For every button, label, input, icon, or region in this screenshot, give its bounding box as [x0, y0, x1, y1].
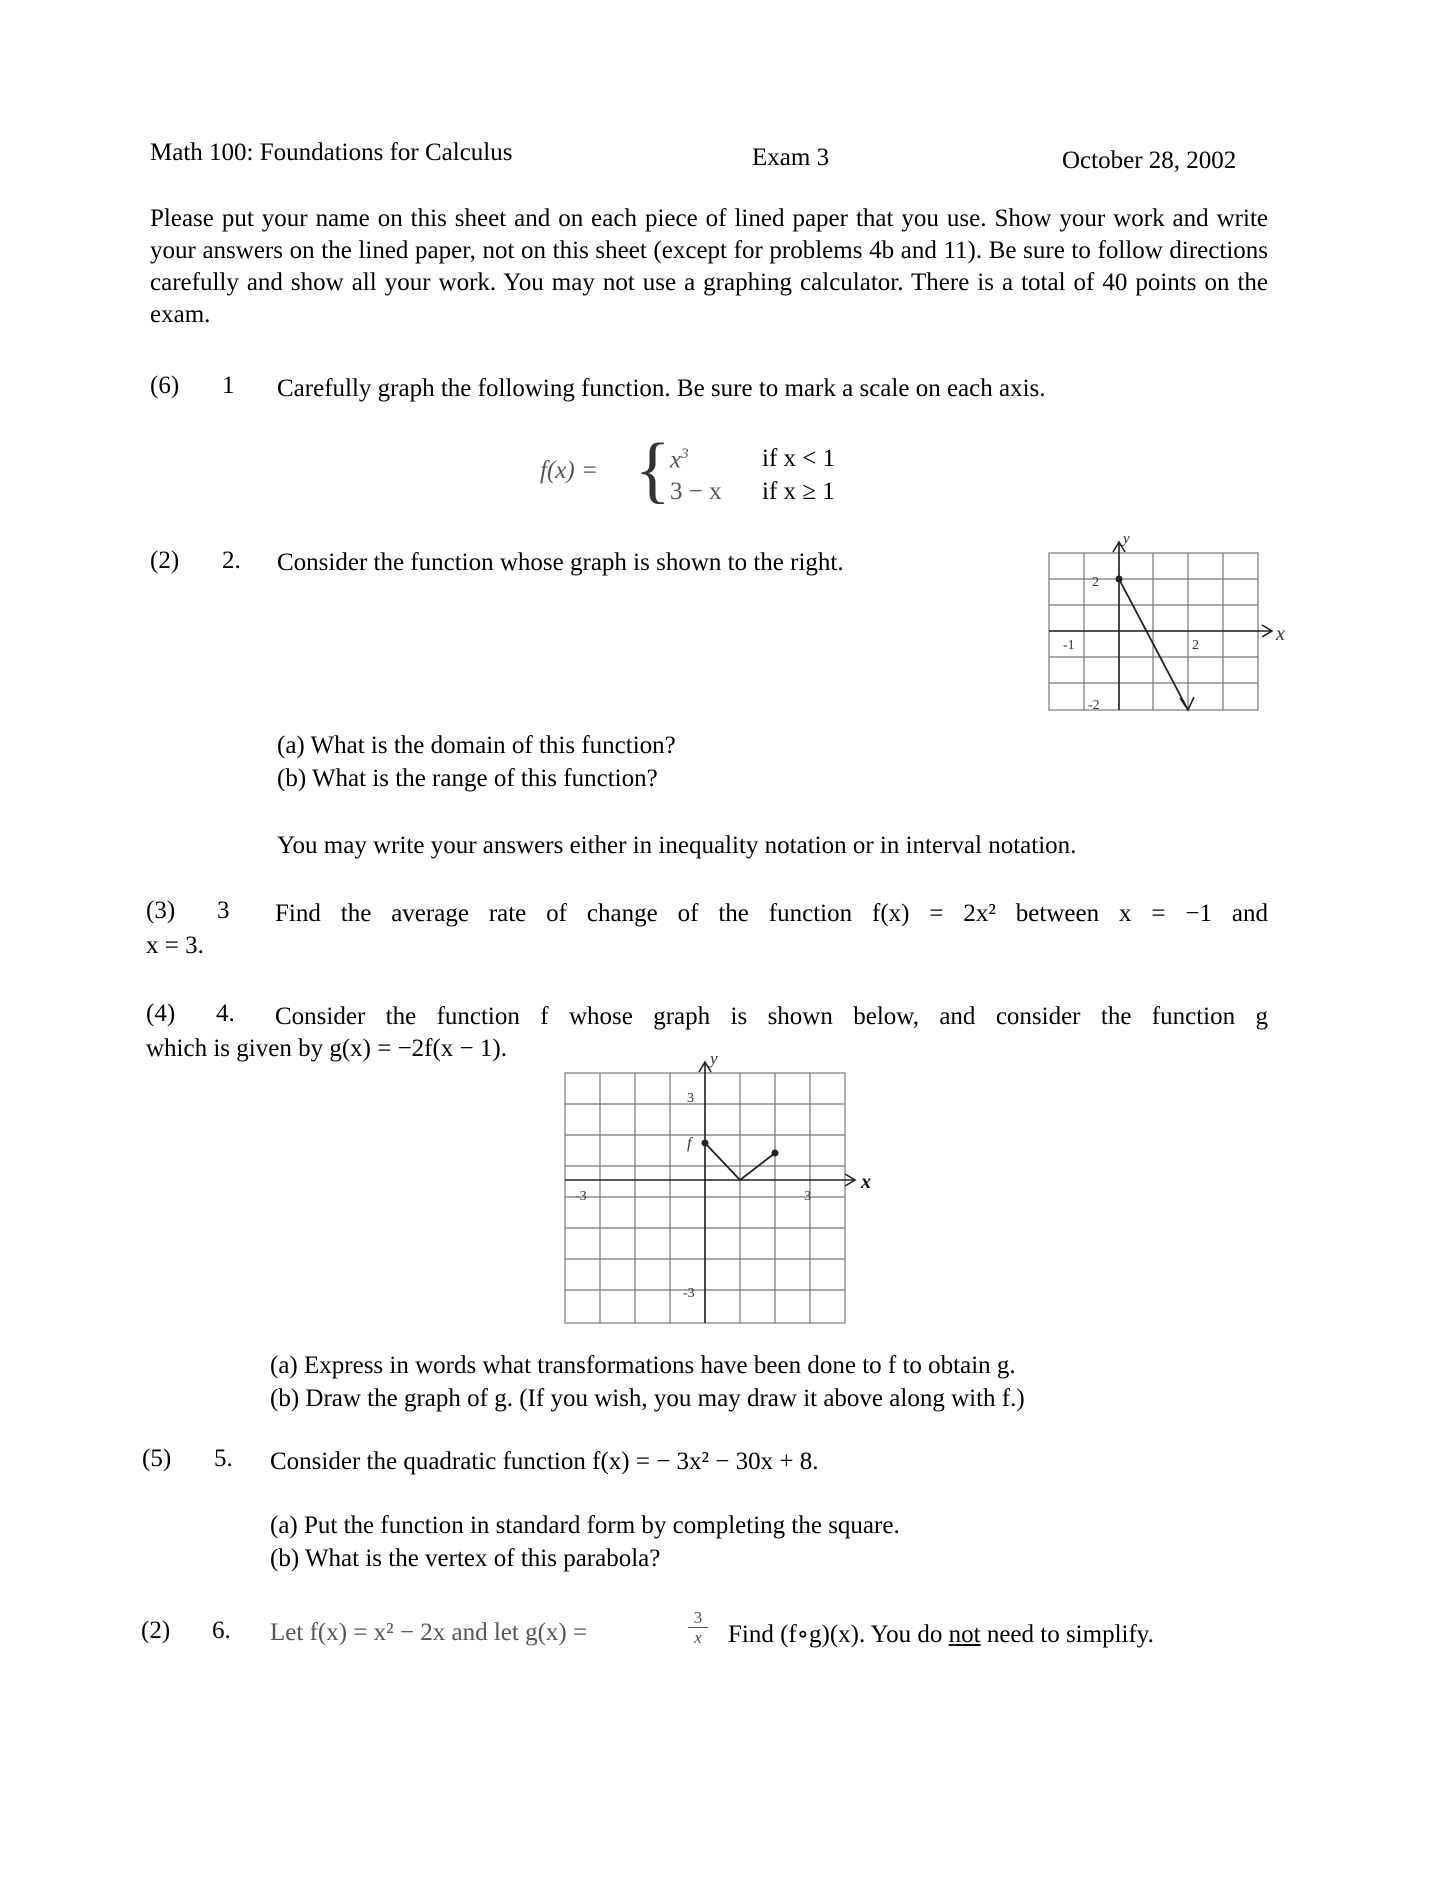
p2-text: Consider the function whose graph is shown to the right. [277, 549, 844, 576]
p4-line2: which is given by g(x) = −2f(x − 1). [146, 1035, 507, 1062]
p2-x-axis-label: x [1276, 623, 1285, 645]
p6-rest: need to simplify. [986, 1621, 1154, 1648]
p2-points: (2) [150, 547, 180, 574]
p4-x-axis-label: x [861, 1171, 871, 1193]
p4-line1: Consider the function f whose graph is shown below, and consider the function g [275, 1003, 1268, 1030]
p1-case1-expr: $x^3$ [670, 446, 689, 474]
p4-part-b: (b) Draw the graph of g. (If you wish, you may draw it above along with f.) [270, 1385, 1025, 1412]
p4-y-axis-label: y [710, 1050, 718, 1068]
p6-points: (2) [141, 1617, 171, 1644]
p4-label-x-left: -3 [575, 1189, 587, 1204]
p4-points: (4) [146, 1000, 176, 1027]
p6-not: not [948, 1621, 981, 1648]
p6-frac-num: 3 [693, 1608, 703, 1627]
p3-line2: x = 3. [146, 932, 204, 959]
p3-line1: Find the average rate of change of the function f(x) = 2x² between x = −1 and [275, 900, 1268, 927]
p3-points: (3) [146, 897, 176, 924]
p5-part-a: (a) Put the function in standard form by completing the square. [270, 1512, 900, 1539]
p4-label-x-right: 3 [804, 1189, 811, 1204]
p2-label-y-top: 2 [1092, 575, 1099, 590]
p5-number: 5. [214, 1445, 233, 1472]
instructions: Please put your name on this sheet and on each piece of lined paper that you use. Show your work and write your answers on the lined paper, not on this sheet (except for problems 4b and 11). Be sure to follow directions carefully and show all your work. You may not use a graphing calculator. There is a total of 40 points on the exam. [150, 205, 1268, 328]
p2-label-x-right: 2 [1192, 638, 1199, 653]
p5-points: (5) [142, 1445, 172, 1472]
p1-text: Carefully graph the following function. Be sure to mark a scale on each axis. [277, 375, 1046, 402]
p2-note: You may write your answers either in inequality notation or in interval notation. [277, 832, 1077, 859]
p4-part-a: (a) Express in words what transformations have been done to f to obtain g. [270, 1352, 1016, 1379]
p4-curve-label: f [687, 1135, 692, 1152]
p6-fraction [688, 1608, 708, 1647]
p6-number: 6. [212, 1617, 231, 1644]
p4-f-end-point [772, 1150, 779, 1157]
p1-lhs: f(x) = [540, 457, 598, 484]
p1-case2-cond: if x ≥ 1 [762, 478, 835, 505]
p5-part-b: (b) What is the vertex of this parabola? [270, 1545, 661, 1572]
p3-number: 3 [217, 897, 230, 924]
p2-y-axis-label: y [1123, 531, 1130, 547]
p1-number: 1 [222, 372, 235, 399]
p4-axes [565, 1062, 855, 1323]
exam-title: Exam 3 [752, 144, 830, 171]
p2-graph [1040, 530, 1300, 740]
exam-date: October 28, 2002 [1062, 147, 1237, 174]
p4-label-y-bottom: -3 [683, 1286, 695, 1301]
left-brace: { [635, 429, 671, 511]
p4-label-y-top: 3 [687, 1091, 694, 1106]
p4-graph [555, 1050, 885, 1325]
p2-part-a: (a) What is the domain of this function? [277, 732, 676, 759]
p2-axes [1049, 542, 1272, 710]
course-title: Math 100: Foundations for Calculus [150, 139, 513, 166]
p6-frac-den: x [688, 1627, 708, 1647]
piecewise-function [540, 429, 880, 513]
p6-let: Let f(x) = x² − 2x and let g(x) = [270, 1619, 588, 1646]
p4-f-start-point [702, 1140, 709, 1147]
p1-case2-expr: 3 − x [670, 478, 722, 505]
p1-case1-cond: if x < 1 [762, 445, 836, 472]
p4-number: 4. [216, 1000, 235, 1027]
p6-find-text: Find (f∘g)(x). You do [728, 1621, 943, 1648]
p6-find [728, 1619, 1154, 1650]
p1-points: (6) [150, 372, 180, 399]
p2-label-x-left: -1 [1063, 638, 1075, 653]
p2-start-point [1116, 576, 1123, 583]
p2-number: 2. [222, 547, 241, 574]
p5-text: Consider the quadratic function f(x) = − 3x² − 30x + 8. [270, 1448, 819, 1475]
p2-part-b: (b) What is the range of this function? [277, 765, 658, 792]
p2-label-y-bottom: -2 [1088, 698, 1100, 713]
